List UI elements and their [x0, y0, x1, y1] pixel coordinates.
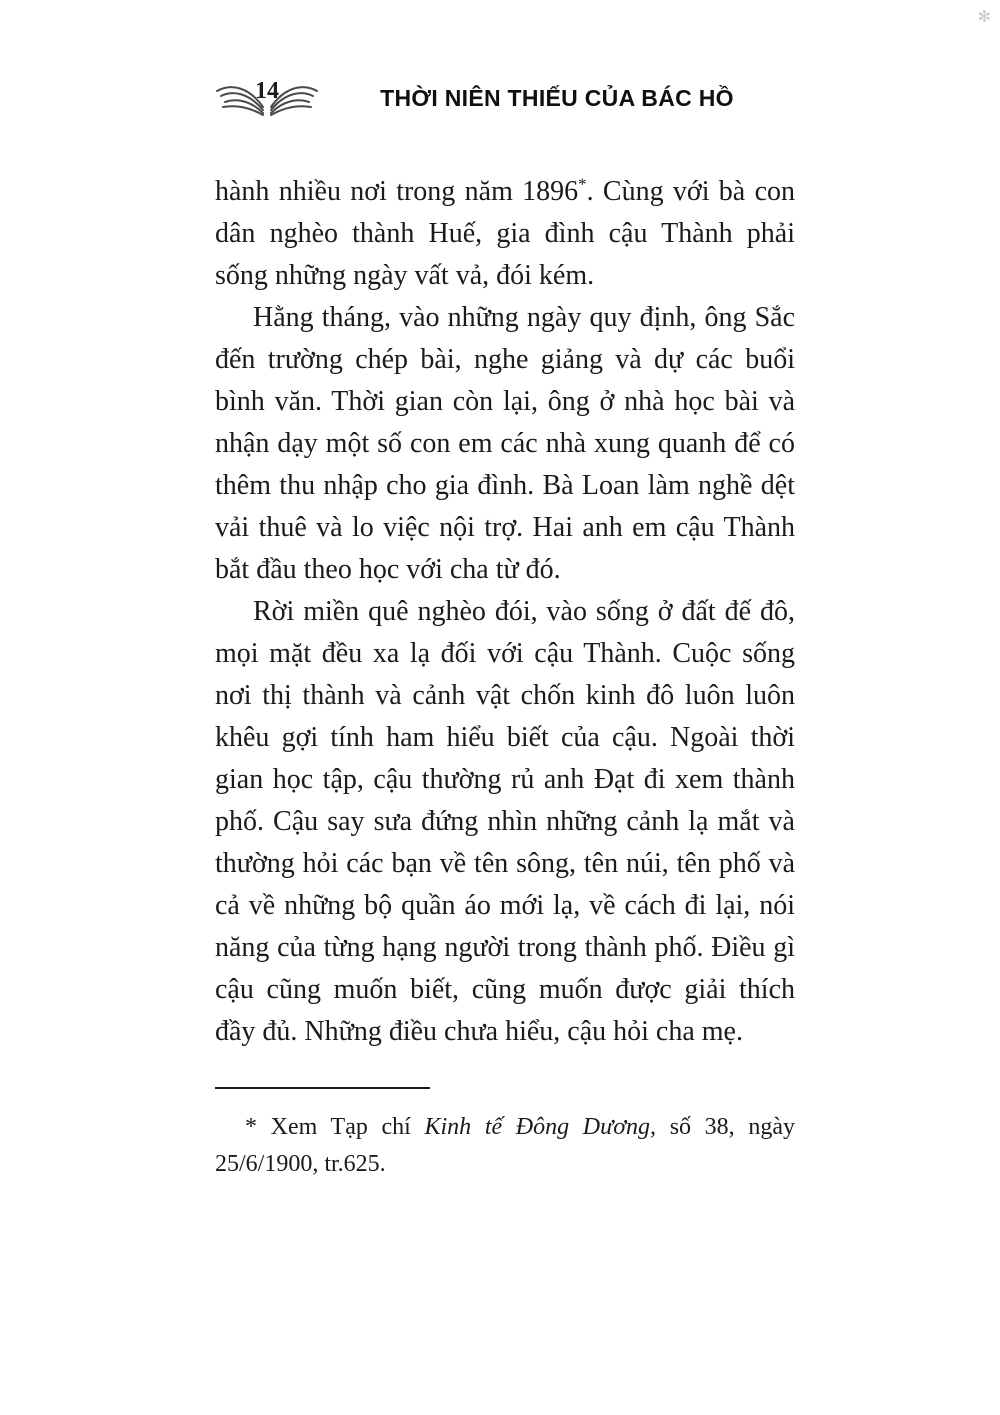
running-header-title: THỜI NIÊN THIẾU CỦA BÁC HỒ — [380, 84, 734, 111]
text-run: * Xem Tạp chí — [245, 1114, 425, 1140]
text-run: số 38, ngày 25/6/1900, tr.625. — [215, 1114, 795, 1177]
text-run: hành nhiều nơi trong năm 1896 — [215, 176, 579, 207]
footnote — [215, 1109, 795, 1183]
footnote-marker-sup: * — [578, 174, 587, 194]
paragraph — [215, 297, 795, 591]
paragraph — [215, 591, 795, 1053]
page-number: 14 — [255, 78, 279, 104]
body-text — [215, 171, 795, 1053]
footnote-separator — [215, 1087, 430, 1089]
page-content — [215, 75, 795, 1183]
italic-text: Kinh tế Đông Dương, — [424, 1114, 657, 1140]
text-run: Rời miền quê nghèo đói, vào sống ở đất đế đô, mọi mặt đều xa lạ đối với cậu Thành. Cuộc sống nơi thị thành và cảnh vật chốn kinh đô luôn luôn khêu gợi tính ham hiểu biết của cậu. Ngoài thời gian học tập, cậu thường rủ anh Đạt đi xem thành phố. Cậu say sưa đứng nhìn những cảnh lạ mắt và thường hỏi các bạn về tên sông, tên núi, tên phố và cả về những bộ quần áo mới lạ, về cách đi lại, nói năng của từng hạng người trong thành phố. Điều gì cậu cũng muốn biết, cũng muốn được giải thích đầy đủ. Những điều chưa hiểu, cậu hỏi cha mẹ. — [215, 596, 795, 1047]
page-header — [215, 75, 795, 121]
paragraph — [215, 171, 795, 297]
open-book-icon — [215, 77, 319, 119]
corner-ornament-icon: ✻ — [977, 7, 991, 26]
text-run: . Cùng với bà con dân nghèo thành Huế, gia đình cậu Thành phải sống những ngày vất vả, đói kém. — [215, 176, 795, 291]
footnote-text — [215, 1109, 795, 1183]
text-run: Hằng tháng, vào những ngày quy định, ông Sắc đến trường chép bài, nghe giảng và dự các buổi bình văn. Thời gian còn lại, ông ở nhà học bài và nhận dạy một số con em các nhà xung quanh để có thêm thu nhập cho gia đình. Bà Loan làm nghề dệt vải thuê và lo việc nội trợ. Hai anh em cậu Thành bắt đầu theo học với cha từ đó. — [215, 302, 795, 585]
